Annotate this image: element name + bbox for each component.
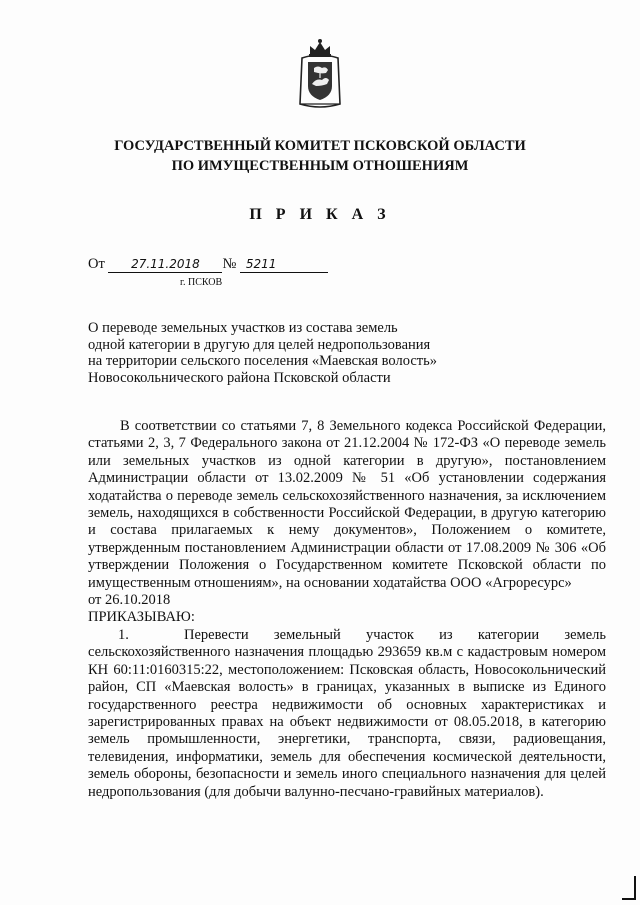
organization-name <box>0 136 640 176</box>
subject-line-3: на территории сельского поселения «Маевская волость» <box>88 353 437 369</box>
coat-of-arms-icon <box>296 38 344 110</box>
number-label: № <box>222 256 237 272</box>
organization-line-1: ГОСУДАРСТВЕННЫЙ КОМИТЕТ ПСКОВСКОЙ ОБЛАСТИ <box>114 138 526 154</box>
subject-line-2: одной категории в другую для целей недропользования <box>88 336 431 353</box>
from-label: От <box>88 256 105 272</box>
organization-line-2: ПО ИМУЩЕСТВЕННЫМ ОТНОШЕНИЯМ <box>171 158 469 174</box>
item-1-number: 1. <box>118 626 129 643</box>
preamble-paragraph: В соответствии со статьями 7, 8 Земельного кодекса Российской Федерации, статьями 2, 3, 7 Федерального закона от 21.12.2004 № 172-ФЗ «О переводе земель или земельных участков из одной категории в другую», постановлением Администрации области от 13.02.2009 № 51 «Об установлении содержания ходатайства о переводе земель сельскохозяйственного назначения, за исключением земель, находящихся в собственности Российской Федерации, в другую категорию и состава прилагаемых к нему документов», Положением о комитете, утвержденным постановлением Администрации области от 17.08.2009 № 306 «Об утверждении Положения о Государственном комитете Псковской области по имущественным отношениям», на основании ходатайства ООО «Агроресурс» <box>88 418 606 591</box>
order-date-number <box>88 256 328 273</box>
page-corner-mark <box>622 876 636 900</box>
order-item-1 <box>88 627 606 801</box>
document-body <box>88 418 606 801</box>
document-type-title: П Р И К А З <box>249 206 391 223</box>
subject-line-1: О переводе земельных участков из состава земель <box>88 320 398 336</box>
order-word: ПРИКАЗЫВАЮ: <box>88 609 195 626</box>
order-date-handwritten: 27.11.2018 <box>108 257 222 273</box>
preamble-date: от 26.10.2018 <box>88 592 171 609</box>
item-1-text: Перевести земельный участок из категории земель сельскохозяйственного назначения площадью 293659 кв.м с кадастровым номером КН 60:11:0160315:22, местоположением: Псковская область, Новосокольнический район, СП «Маевская волость» в границах, указанных в выписке из Единого государственного реестра недвижимости об основных характеристиках и зарегистрированных правах на объект недвижимости от 08.05.2018, в категорию земель промышленности, энергетики, транспорта, связи, радиовещания, телевидения, информатики, земель для обеспечения космической деятельности, земель обороны, безопасности и земель иного специального назначения для целей недропользования (для добычи валунно-песчано-гравийных материалов). <box>88 626 606 800</box>
order-number-handwritten: 5211 <box>240 257 328 273</box>
city-label: г. ПСКОВ <box>180 277 223 288</box>
order-subject <box>88 320 508 386</box>
subject-line-4: Новосокольнического района Псковской области <box>88 369 391 386</box>
